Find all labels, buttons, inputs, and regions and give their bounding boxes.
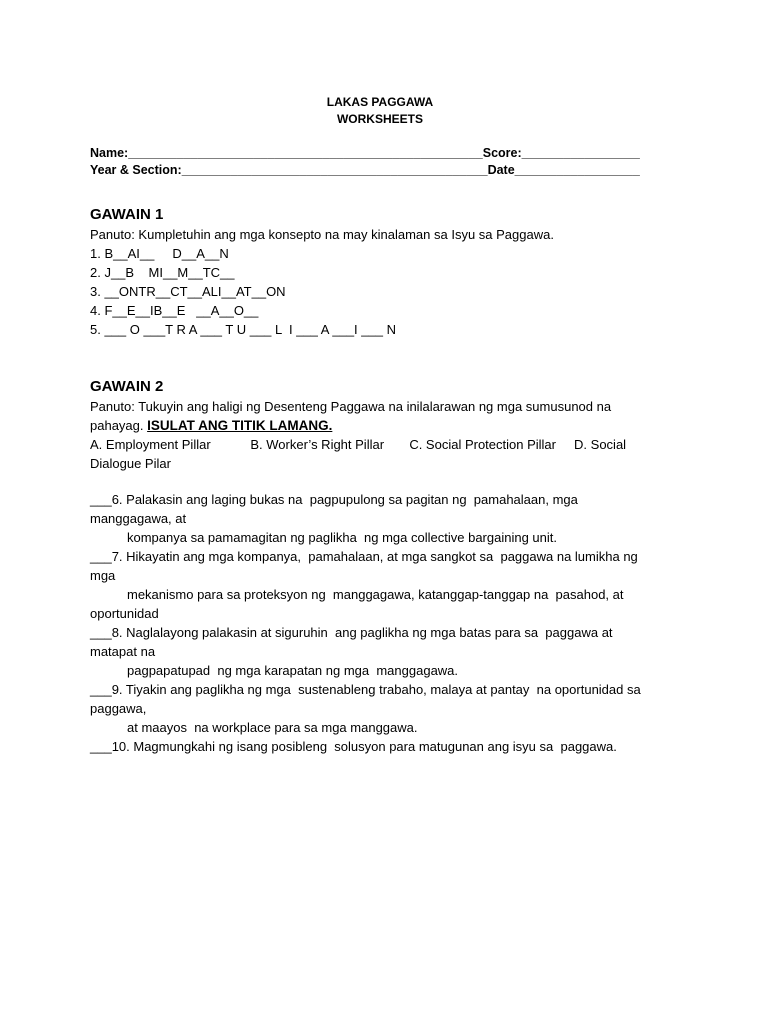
gawain-2-instruction-line-2	[90, 416, 680, 435]
title-line-1: LAKAS PAGGAWA	[326, 95, 434, 109]
gawain-1-item-4: 4. F__E__IB__E __A__O__	[90, 303, 259, 318]
gawain-1-section	[90, 205, 680, 339]
gawain-1-item-2: 2. J__B MI__M__TC__	[90, 265, 235, 280]
item-6-line-1: ___6. Palakasin ang laging bukas na pagpupulong sa pagitan ng pamahalaan, mga	[90, 492, 578, 507]
pillar-choices	[90, 435, 680, 473]
item-8-line-3: pagpapatupad ng mga karapatan ng mga manggagawa.	[127, 663, 459, 678]
spacer	[90, 473, 680, 490]
student-info	[90, 145, 680, 179]
year-section-date-line: Year & Section:____________________________________________Date__________________	[90, 163, 640, 177]
item-7-line-2: mga	[90, 568, 116, 583]
item-7-line-4: oportunidad	[90, 606, 159, 621]
gawain-2-section	[90, 377, 680, 756]
item-8-line-2: matapat na	[90, 644, 156, 659]
item-8-line-1: ___8. Naglalayong palakasin at siguruhin ang paglikha ng mga batas para sa paggawa at	[90, 625, 613, 640]
gawain-2-item-10	[90, 737, 680, 756]
title-line-2: WORKSHEETS	[336, 112, 423, 126]
gawain-2-instruction-line-1: Panuto: Tukuyin ang haligi ng Desenteng Paggawa na inilalarawan ng mga sumusunod na	[90, 399, 612, 414]
gawain-2-item-6	[90, 490, 680, 547]
gawain-2-title: GAWAIN 2	[90, 378, 164, 395]
instruction-emphasis: ISULAT ANG TITIK LAMANG.	[147, 418, 333, 433]
worksheet-title	[90, 94, 670, 128]
gawain-1-item-1: 1. B__AI__ D__A__N	[90, 246, 229, 261]
item-9-line-1: ___9. Tiyakin ang paglikha ng mga sustenableng trabaho, malaya at pantay na oportunidad sa	[90, 682, 641, 697]
item-10-line-1: ___10. Magmungkahi ng isang posibleng solusyon para matugunan ang isyu sa paggawa.	[90, 739, 617, 754]
item-6-line-3: kompanya sa pamamagitan ng paglikha ng mga collective bargaining unit.	[127, 530, 557, 545]
gawain-1-item-5: 5. ___ O ___T R A ___ T U ___ L I ___ A ___I ___ N	[90, 322, 396, 337]
choices-line-2: Dialogue Pilar	[90, 456, 171, 471]
name-score-line: Name:___________________________________________________Score:_________________	[90, 146, 640, 160]
choices-line-1: A. Employment Pillar B. Worker’s Right Pillar C. Social Protection Pillar D. Social	[90, 437, 627, 452]
gawain-2-item-8	[90, 623, 680, 680]
gawain-1-instruction: Panuto: Kumpletuhin ang mga konsepto na may kinalaman sa Isyu sa Paggawa.	[90, 227, 554, 242]
item-7-line-1: ___7. Hikayatin ang mga kompanya, pamahalaan, at mga sangkot sa paggawa na lumikha ng	[90, 549, 638, 564]
item-9-line-2: paggawa,	[90, 701, 147, 716]
worksheet-page	[90, 94, 680, 756]
item-7-line-3: mekanismo para sa proteksyon ng manggagawa, katanggap-tanggap na pasahod, at	[127, 587, 624, 602]
item-6-line-2: manggagawa, at	[90, 511, 187, 526]
gawain-1-item-3: 3. __ONTR__CT__ALI__AT__ON	[90, 284, 286, 299]
instruction-prefix: pahayag.	[90, 418, 148, 433]
gawain-2-item-9	[90, 680, 680, 737]
gawain-2-item-7	[90, 547, 680, 623]
gawain-1-title: GAWAIN 1	[90, 206, 164, 223]
item-9-line-3: at maayos na workplace para sa mga manggawa.	[127, 720, 418, 735]
